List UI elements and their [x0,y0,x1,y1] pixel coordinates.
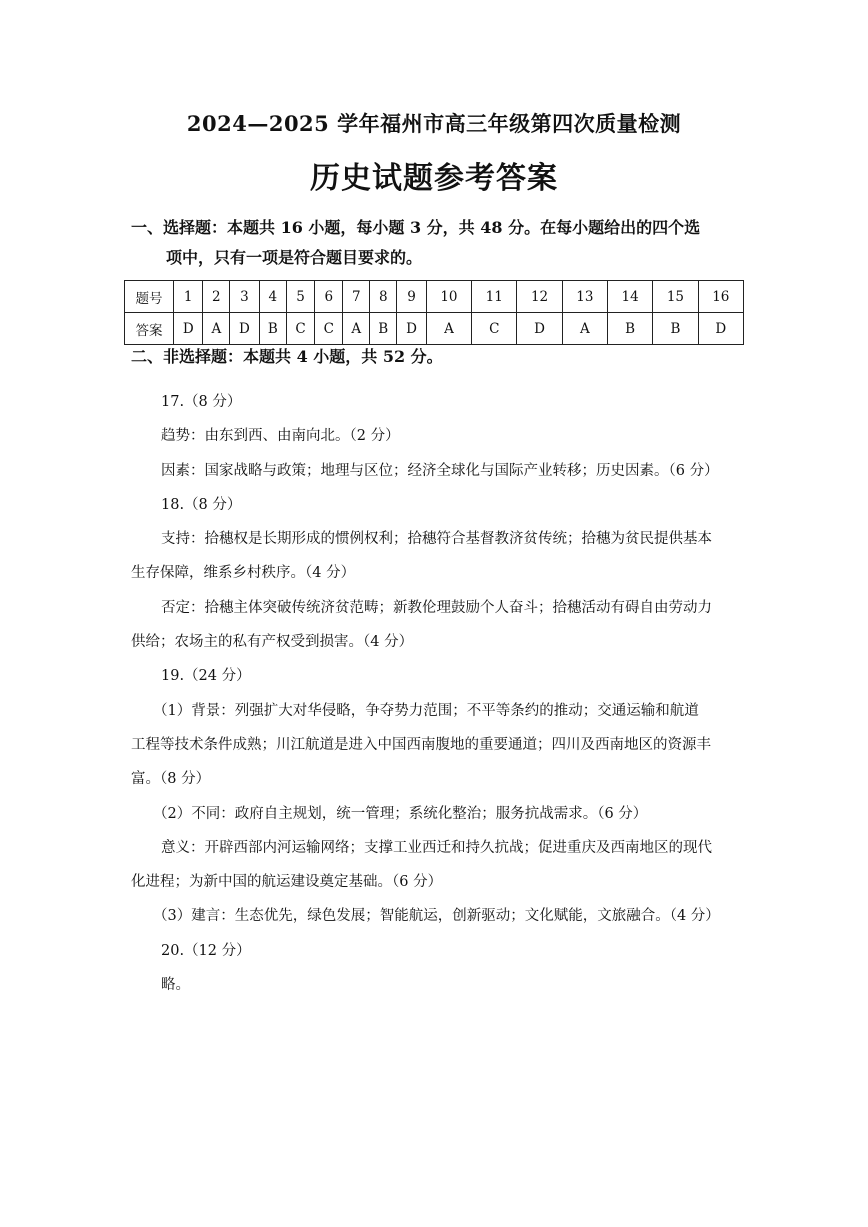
question-number-cell: 15 [653,281,698,313]
answer-cell: A [562,313,607,345]
q17-heading: 17.（8 分） [161,394,242,410]
answer-cell: B [607,313,652,345]
question-number-cell: 5 [286,281,314,313]
section-1-heading-line-1: 一、选择题：本题共 16 小题，每小题 3 分，共 48 分。在每小题给出的四个选 [131,218,701,237]
answer-cell: D [397,313,426,345]
answer-cell: B [653,313,698,345]
section-2-heading: 二、非选择题：本题共 4 小题，共 52 分。 [131,347,443,366]
q19-part1-line-2: 工程等技术条件成熟；川江航道是进入中国西南腹地的重要通道；四川及西南地区的资源丰 [131,736,711,753]
answer-cell: B [259,313,286,345]
question-number-cell: 7 [343,281,370,313]
answer-cell: D [174,313,203,345]
question-number-cell: 14 [607,281,652,313]
q18-support-line-2: 生存保障，维系乡村秩序。（4 分） [131,565,356,582]
answer-cell: C [472,313,517,345]
section-1-heading [131,213,741,273]
q19-part2-significance-line-2: 化进程；为新中国的航运建设奠定基础。（6 分） [131,874,443,891]
answer-cell: C [286,313,314,345]
q19-part1-line-3: 富。（8 分） [131,771,211,788]
row-label-question-number: 题号 [125,281,174,313]
q18-negate-line-1: 否定：拾穗主体突破传统济贫范畴；新教伦理鼓励个人奋斗；拾穗活动有碍自由劳动力 [161,599,712,616]
question-number-cell: 12 [517,281,562,313]
q20-heading: 20.（12 分） [161,942,251,959]
question-number-cell: 11 [472,281,517,313]
q18-support-line-1: 支持：拾穗权是长期形成的惯例权利；拾穗符合基督教济贫传统；拾穗为贫民提供基本 [161,531,712,548]
answer-cell: B [370,313,397,345]
section-1-heading-line-2: 项中，只有一项是符合题目要求的。 [166,248,423,267]
question-number-cell: 13 [562,281,607,313]
answer-content [131,385,741,1002]
answer-cell: D [517,313,562,345]
q19-heading: 19.（24 分） [161,668,251,685]
q17-trend: 趋势：由东到西、由南向北。（2 分） [161,428,400,445]
row-label-answer: 答案 [125,313,174,345]
document-subtitle: 历史试题参考答案 [310,161,558,196]
q20-body: 略。 [161,977,190,994]
question-number-cell: 9 [397,281,426,313]
answer-cell: A [426,313,471,345]
question-number-cell: 10 [426,281,471,313]
q19-part2-significance-line-1: 意义：开辟西部内河运输网络；支撑工业西迁和持久抗战；促进重庆及西南地区的现代 [161,839,712,856]
answer-cell: D [698,313,743,345]
q19-part3: （3）建言：生态优先，绿色发展；智能航运，创新驱动；文化赋能，文旅融合。（4 分） [153,908,720,925]
answer-cell: C [315,313,343,345]
question-number-cell: 2 [203,281,230,313]
question-number-row [125,281,744,313]
answer-key-table [124,280,744,345]
q18-heading: 18.（8 分） [161,496,242,513]
question-number-cell: 8 [370,281,397,313]
q17-factors: 因素：国家战略与政策；地理与区位；经济全球化与国际产业转移；历史因素。（6 分） [161,462,719,479]
q19-part1-line-1: （1）背景：列强扩大对华侵略，争夺势力范围；不平等条约的推动；交通运输和航道 [153,702,699,719]
question-number-cell: 1 [174,281,203,313]
question-number-cell: 16 [698,281,743,313]
answer-row [125,313,744,345]
question-number-cell: 6 [315,281,343,313]
q19-part2-line-1: （2）不同：政府自主规划，统一管理；系统化整治；服务抗战需求。（6 分） [153,805,648,822]
answer-cell: D [230,313,259,345]
q18-negate-line-2: 供给；农场主的私有产权受到损害。（4 分） [131,634,414,651]
answer-cell: A [203,313,230,345]
answer-cell: A [343,313,370,345]
question-number-cell: 4 [259,281,286,313]
question-number-cell: 3 [230,281,259,313]
exam-title: 2024—2025 学年福州市高三年级第四次质量检测 [186,111,682,136]
